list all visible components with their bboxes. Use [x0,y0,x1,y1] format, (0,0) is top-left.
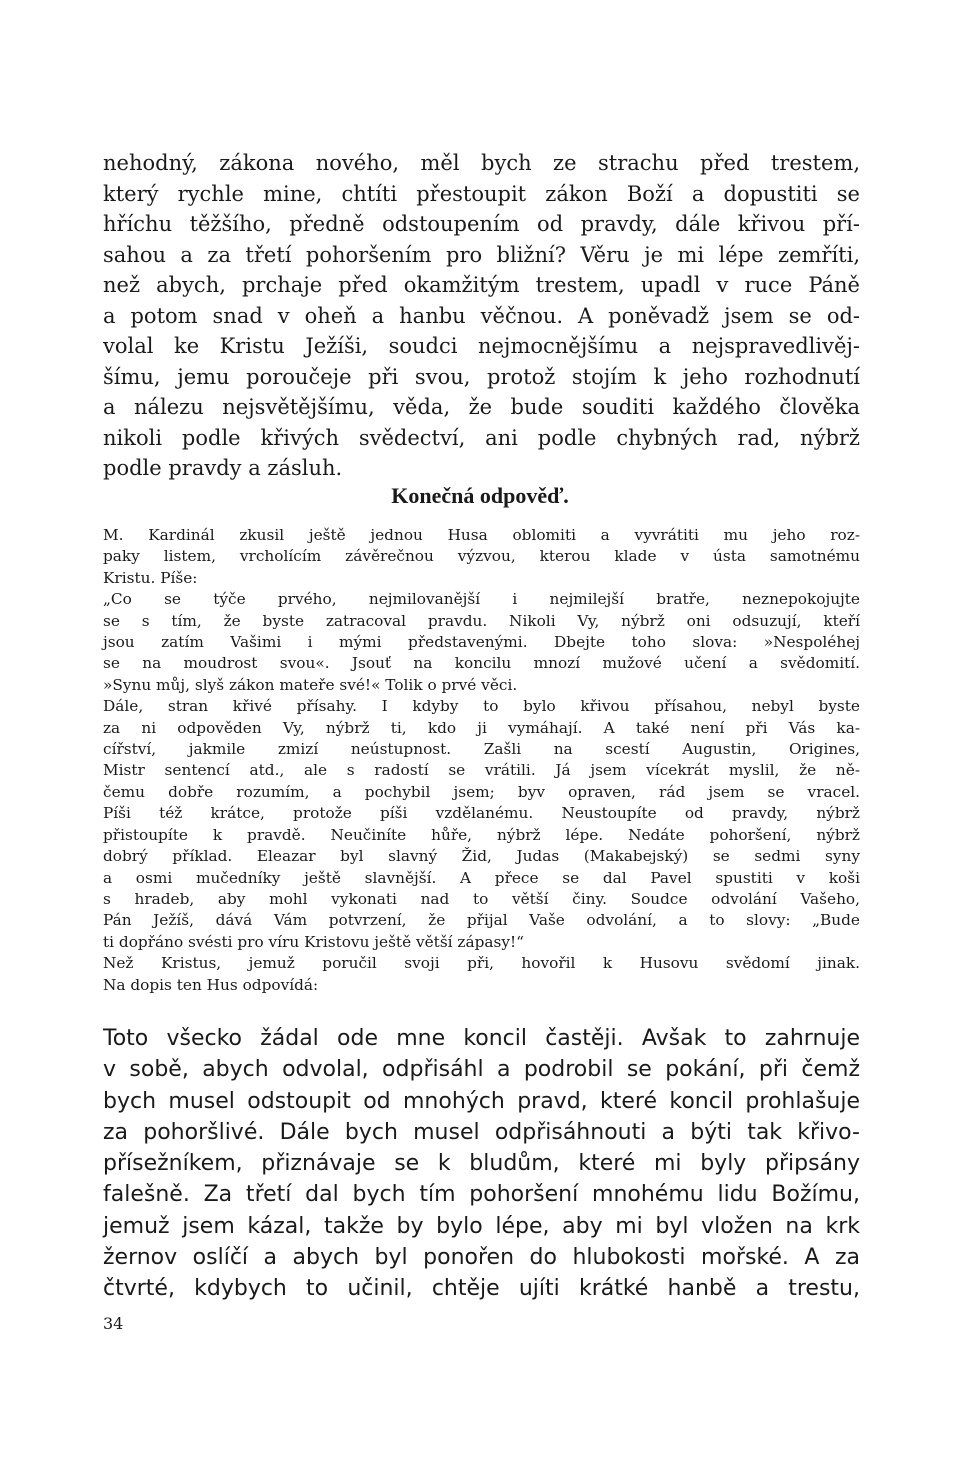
text-line: šímu, jemu poroučeje při svou, protož stojím k jeho rozhodnutí [103,364,860,389]
commentary-text [103,525,860,996]
text-line: Mistr sentencí atd., ale s radostí se vrátili. Já jsem vícekrát myslil, že ně- [103,761,860,780]
text-line: Na dopis ten Hus odpovídá: [103,975,319,994]
text-line: než abych, prchaje před okamžitým trestem, upadl v ruce Páně [103,273,860,297]
text-line: přísežníkem, přiznávaje se k bludům, které mi byly připsány [103,1151,860,1177]
text-line: cířství, jakmile zmizí neústupnost. Zašli na scestí Augustin, Origines, [103,740,860,759]
intro-paragraph [103,148,860,484]
text-line: Než Kristus, jemuž poručil svoji při, hovořil k Husovu svědomí jinak. [103,954,860,973]
text-line: bych musel odstoupit od mnohých pravd, které koncil prohlašuje [103,1088,860,1114]
section-heading: Konečná odpověď. [391,483,569,508]
text-line: a potom snad v oheň a hanbu věčnou. A poněvadž jsem se od- [103,303,860,328]
text-line: jsou zatím Vašimi i mými představenými. Dbejte toho slova: »Nespoléhej [103,633,860,652]
text-line: Pán Ježíš, dává Vám potvrzení, že přijal Vaše odvolání, a to slovy: „Bude [103,911,860,930]
text-line: »Synu můj, slyš zákon mateře své!« Tolik o prvé věci. [103,675,518,694]
text-line: jemuž jsem kázal, takže by bylo lépe, aby mi byl vložen na krk [103,1213,860,1239]
text-line: paky listem, vrcholícím závěrečnou výzvou, kterou klade v ústa samotnému [103,547,860,566]
text-line: za ni odpověden Vy, nýbrž ti, kdo ji vymáhají. A také není při Vás ka- [103,718,860,737]
text-line: v sobě, abych odvolal, odpřisáhl a podrobil se pokání, při čemž [103,1057,860,1083]
text-line: Kristu. Píše: [103,568,198,587]
text-line: falešně. Za třetí dal bych tím pohoršení mnohému lidu Božímu, [103,1182,860,1208]
text-line: sahou a za třetí pohoršením pro bližní? Věru je mi lépe zemříti, [103,242,860,267]
text-line: M. Kardinál zkusil ještě jednou Husa oblomiti a vyvrátiti mu jeho roz- [103,526,860,544]
text-line: podle pravdy a zásluh. [103,456,343,480]
text-line: přistoupíte k pravdě. Neučiníte hůře, nýbrž lépe. Nedáte pohoršení, nýbrž [103,825,860,844]
text-line: nehodný, zákona nového, měl bych ze strachu před trestem, [103,151,860,175]
text-line: čtvrté, kdybych to učinil, chtěje ujíti krátké hanbě a trestu, [103,1276,860,1302]
text-line: dobrý příklad. Eleazar byl slavný Žid, Judas (Makabejský) se sedmi syny [103,847,860,866]
text-line: a nálezu nejsvětějšímu, věda, že bude souditi každého člověka [103,395,860,419]
text-line: žernov oslíčí a abych byl ponořen do hlubokosti mořské. A za [103,1245,860,1271]
text-line: Píši též krátce, protože píši vzdělanému. Neustoupíte od pravdy, nýbrž [103,804,860,823]
text-line: hříchu těžšího, předně odstoupením od pravdy, dále křivou pří- [103,212,860,236]
text-line: Dále, stran křivé přísahy. I kdyby to bylo křivou přísahou, nebyl byste [103,697,860,716]
text-line: a osmi mučedníky ještě slavnější. A přece se dal Pavel spustiti v koši [103,868,860,887]
text-line: který rychle mine, chtíti přestoupit zákon Boží a dopustiti se [103,181,860,206]
text-line: se na moudrost svou«. Jsouť na koncilu mnozí mužové učení a svědomití. [103,654,860,673]
hus-reply-text [103,1023,860,1305]
text-line: Toto všecko žádal ode mne koncil častěji. Avšak to zahrnuje [103,1026,860,1051]
text-line: se s tím, že byste zatracoval pravdu. Nikoli Vy, nýbrž oni odsuzují, kteří [103,611,860,630]
text-line: nikoli podle křivých svědectví, ani podle chybných rad, nýbrž [103,425,860,450]
text-line: čemu dobře rozumím, a pochybil jsem; byv opraven, rád jsem se vracel. [103,782,860,801]
text-line: volal ke Kristu Ježíši, soudci nejmocnějšímu a nejspravedlivěj- [103,334,860,358]
text-line: ti dopřáno svésti pro víru Kristovu ještě větší zápasy!“ [103,932,524,951]
page-number: 34 [103,1314,124,1333]
text-line: „Co se týče prvého, nejmilovanější i nejmilejší bratře, neznepokojujte [103,590,860,609]
text-line: s hradeb, aby mohl vykonati nad to větší činy. Soudce odvolání Vašeho, [103,889,860,908]
text-line: za pohoršlivé. Dále bych musel odpřisáhnouti a býti tak křivo- [103,1119,860,1145]
